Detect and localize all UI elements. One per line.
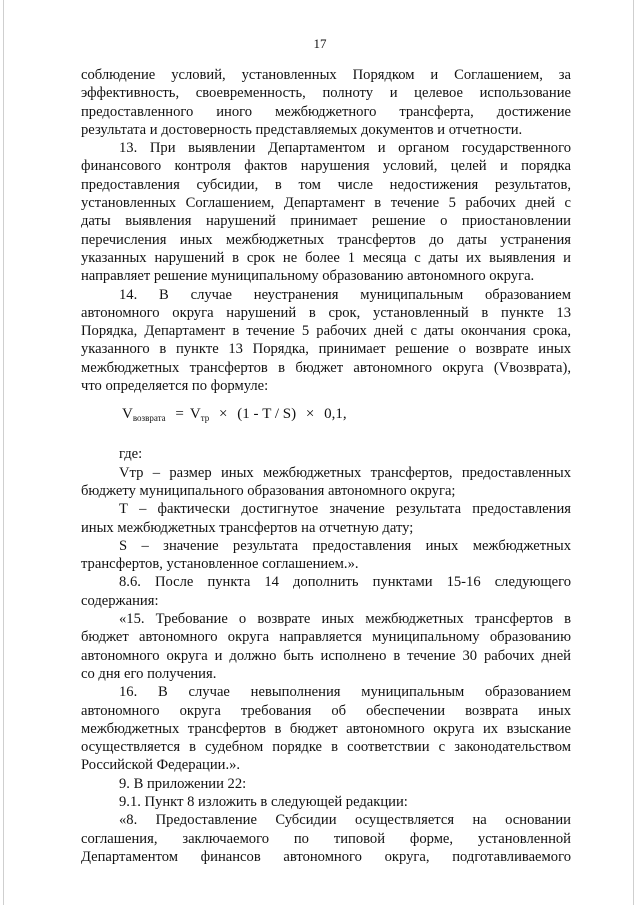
text-line: трансфертов, установленное соглашением.». bbox=[81, 556, 359, 573]
text-line: S – значение результата предоставления иных межбюджетных bbox=[119, 537, 571, 554]
text-line: предоставленного иного межбюджетного трансферта, достижение bbox=[81, 103, 571, 120]
text-line: соблюдение условий, установленных Порядком и Соглашением, за bbox=[81, 67, 571, 83]
text-line: 13. При выявлении Департаментом и органом государственного bbox=[119, 140, 571, 157]
text-line: осуществляется в судебном порядке в соответствии с законодательством bbox=[81, 739, 571, 756]
text-line: Департаментом финансов автономного округа, подготавливаемого bbox=[81, 848, 571, 865]
document-body bbox=[81, 66, 571, 866]
text-line: перечисления иных межбюджетных трансфертов до даты устранения bbox=[81, 231, 571, 248]
text-line: 14. В случае неустранения муниципальным образованием bbox=[119, 286, 571, 303]
text-line: финансового контроля фактов нарушения условий, целей и порядка bbox=[81, 158, 571, 175]
text-line: бюджет автономного округа направляется муниципальному образованию bbox=[81, 629, 571, 646]
text-line: что определяется по формуле: bbox=[81, 378, 269, 395]
formula-v: V bbox=[122, 406, 133, 423]
formula-v-subscript: возврата bbox=[132, 413, 166, 424]
formula-coefficient: 0,1, bbox=[324, 406, 347, 423]
text-line: Vтр – размер иных межбюджетных трансфертов, предоставленных bbox=[119, 464, 571, 481]
formula-vtr: V bbox=[189, 406, 201, 423]
text-line: эффективность, своевременность, полноту и целевое использование bbox=[81, 85, 571, 102]
text-line: предоставления субсидии, в том числе недостижения результатов, bbox=[81, 176, 571, 193]
text-line: автономного округа нарушений в срок, установленный в пункте 13 bbox=[81, 304, 571, 321]
formula-times: × bbox=[305, 406, 315, 423]
text-line: 16. В случае невыполнения муниципальным образованием bbox=[119, 684, 571, 701]
formula-vtr-subscript: тр bbox=[200, 413, 210, 424]
text-line: Порядка, Департамент в течение 5 рабочих дней с даты окончания срока, bbox=[81, 323, 571, 340]
text-line: межбюджетных трансфертов в бюджет автономного округа (Vвозврата), bbox=[81, 359, 571, 376]
text-line: соглашения, заключаемого по типовой форме, установленной bbox=[81, 830, 571, 847]
text-line: автономного округа и должно быть исполнено в течение 30 рабочих дней bbox=[81, 647, 571, 664]
text-line: 8.6. После пункта 14 дополнить пунктами 15-16 следующего bbox=[119, 574, 571, 591]
text-line: содержания: bbox=[81, 592, 159, 609]
left-scan-edge bbox=[3, 0, 4, 905]
text-line: со дня его получения. bbox=[81, 665, 217, 682]
text-line: Т – фактически достигнутое значение результата предоставления bbox=[119, 501, 571, 518]
right-scan-edge bbox=[633, 0, 634, 905]
text-line: Российской Федерации.». bbox=[81, 757, 241, 774]
page-number: 17 bbox=[313, 36, 327, 51]
formula-times: × bbox=[219, 406, 228, 423]
text-line: направляет решение муниципальному образованию автономного округа. bbox=[81, 268, 535, 285]
text-line: 9. В приложении 22: bbox=[119, 775, 247, 792]
text-line: указанных нарушений в срок не более 1 месяца с даты их выявления и bbox=[81, 249, 571, 266]
text-line: иных межбюджетных трансфертов на отчетную дату; bbox=[81, 519, 414, 536]
text-line: даты выявления нарушений принимает решение о приостановлении bbox=[81, 213, 571, 230]
text-line: установленных Соглашением, Департамент в течение 5 рабочих дней с bbox=[81, 195, 571, 212]
text-line: межбюджетных трансфертов в бюджет автономного округа их взыскание bbox=[81, 720, 571, 737]
text-line: результата и достоверность представляемых документов и отчетности. bbox=[81, 121, 523, 138]
formula-equals: = bbox=[175, 406, 184, 423]
return-formula bbox=[122, 405, 571, 427]
text-line: «15. Требование о возврате иных межбюджетных трансфертов в bbox=[119, 611, 571, 628]
formula-parenthesis: (1 - T / S) bbox=[237, 406, 297, 423]
text-line: автономного округа требования об обеспечении возврата иных bbox=[81, 702, 571, 719]
text-line: «8. Предоставление Субсидии осуществляется на основании bbox=[119, 812, 571, 829]
text-line: бюджету муниципального образования автономного округа; bbox=[81, 482, 456, 499]
text-line: где: bbox=[119, 446, 143, 463]
text-line: указанного в пункте 13 Порядка, принимает решение о возврате иных bbox=[81, 341, 571, 358]
text-line: 9.1. Пункт 8 изложить в следующей редакции: bbox=[119, 793, 408, 810]
